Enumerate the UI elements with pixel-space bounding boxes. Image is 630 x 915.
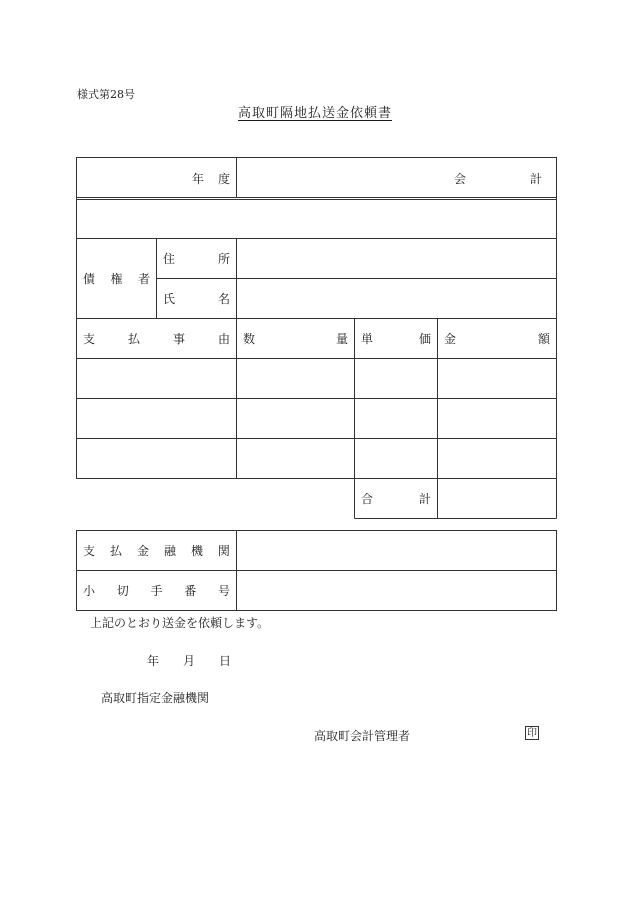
creditor-label: 債 権 者 bbox=[83, 272, 150, 286]
form-number: 様式第28号 bbox=[77, 88, 135, 101]
check-number-field[interactable] bbox=[237, 571, 556, 610]
accounting-label: 会 計 bbox=[454, 171, 542, 186]
item-row-1-reason[interactable] bbox=[77, 359, 236, 398]
blank-entry-row[interactable] bbox=[77, 200, 556, 238]
unit-price-header: 単 価 bbox=[361, 332, 431, 346]
name-field[interactable] bbox=[237, 279, 556, 318]
amount-header: 金 額 bbox=[444, 332, 550, 346]
addressee: 高取町指定金融機関 bbox=[101, 691, 210, 705]
paying-institution-field[interactable] bbox=[237, 531, 556, 570]
total-label: 合 計 bbox=[361, 492, 431, 506]
item-row-3-reason[interactable] bbox=[77, 439, 236, 478]
request-statement: 上記のとおり送金を依頼します。 bbox=[90, 616, 270, 630]
quantity-header: 数 量 bbox=[243, 332, 348, 346]
address-field[interactable] bbox=[237, 239, 556, 278]
fiscal-year-label: 年 度 bbox=[192, 171, 230, 186]
signer-title: 高取町会計管理者 bbox=[314, 729, 411, 743]
item-row-2-reason[interactable] bbox=[77, 399, 236, 438]
address-label: 住 所 bbox=[163, 252, 230, 266]
check-number-label: 小 切 手 番 号 bbox=[83, 584, 230, 598]
total-field[interactable] bbox=[438, 479, 556, 518]
document-title: 高取町隔地払送金依頼書 bbox=[237, 106, 392, 121]
date-line: 年 月 日 bbox=[147, 654, 231, 668]
seal-mark: 印 bbox=[527, 728, 537, 739]
payment-reason-header: 支 払 事 由 bbox=[83, 332, 230, 346]
name-label: 氏 名 bbox=[163, 292, 230, 306]
paying-institution-label: 支 払 金 融 機 関 bbox=[83, 544, 230, 558]
